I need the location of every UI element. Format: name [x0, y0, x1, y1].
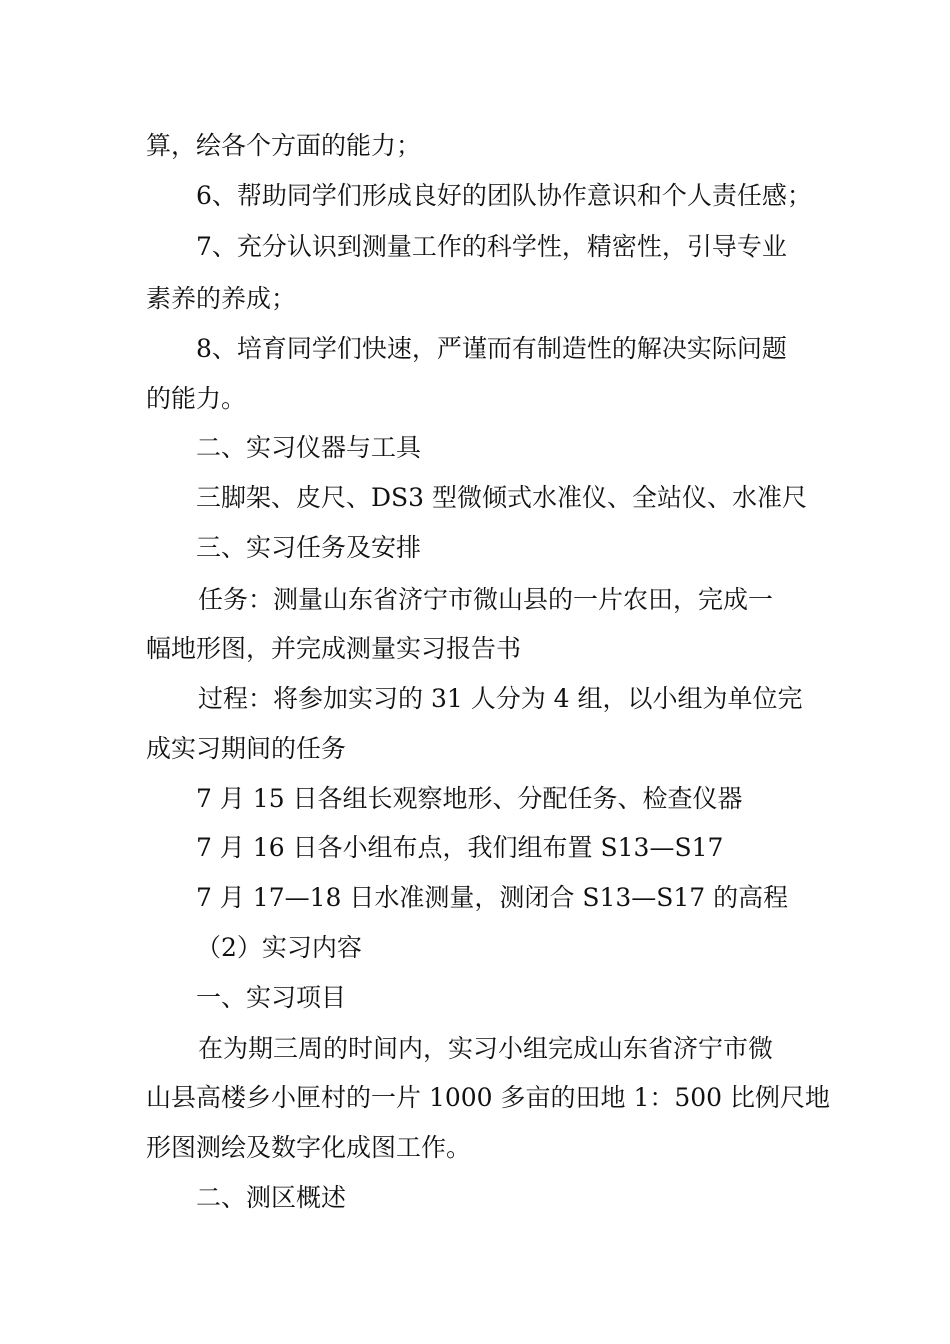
instrument-list: 三脚架、皮尺、DS3 型微倾式水准仪、全站仪、水准尺 [196, 483, 808, 512]
text-line: 素养的养成； [146, 284, 297, 313]
section-heading-instruments: 二、实习仪器与工具 [196, 433, 422, 462]
text-line: 算，绘各个方面的能力； [146, 131, 422, 160]
section-heading-project: 一、实习项目 [196, 983, 347, 1012]
text-line: 形图测绘及数字化成图工作。 [146, 1133, 472, 1162]
schedule-item: 7 月 15 日各组长观察地形、分配任务、检查仪器 [196, 784, 743, 813]
text-line: 成实习期间的任务 [146, 734, 347, 763]
section-heading-survey-area: 二、测区概述 [196, 1183, 347, 1212]
list-item-8: 8、培育同学们快速，严谨而有制造性的解决实际问题 [196, 334, 787, 363]
list-item-7: 7、充分认识到测量工作的科学性，精密性，引导专业 [196, 232, 787, 261]
schedule-item: 7 月 16 日各小组布点，我们组布置 S13—S17 [196, 833, 724, 862]
task-paragraph: 任务：测量山东省济宁市微山县的一片农田，完成一 [198, 585, 774, 614]
text-line: 的能力。 [146, 384, 247, 413]
schedule-item: 7 月 17—18 日水准测量，测闭合 S13—S17 的高程 [196, 883, 789, 912]
list-item-6: 6、帮助同学们形成良好的团队协作意识和个人责任感； [196, 181, 812, 210]
subsection-heading: （2）实习内容 [196, 933, 362, 962]
project-paragraph: 在为期三周的时间内，实习小组完成山东省济宁市微 [198, 1034, 774, 1063]
text-line: 山县高楼乡小匣村的一片 1000 多亩的田地 1：500 比例尺地 [146, 1083, 831, 1112]
text-line: 幅地形图，并完成测量实习报告书 [146, 634, 522, 663]
section-heading-tasks: 三、实习任务及安排 [196, 533, 422, 562]
process-paragraph: 过程：将参加实习的 31 人分为 4 组，以小组为单位完 [198, 684, 803, 713]
